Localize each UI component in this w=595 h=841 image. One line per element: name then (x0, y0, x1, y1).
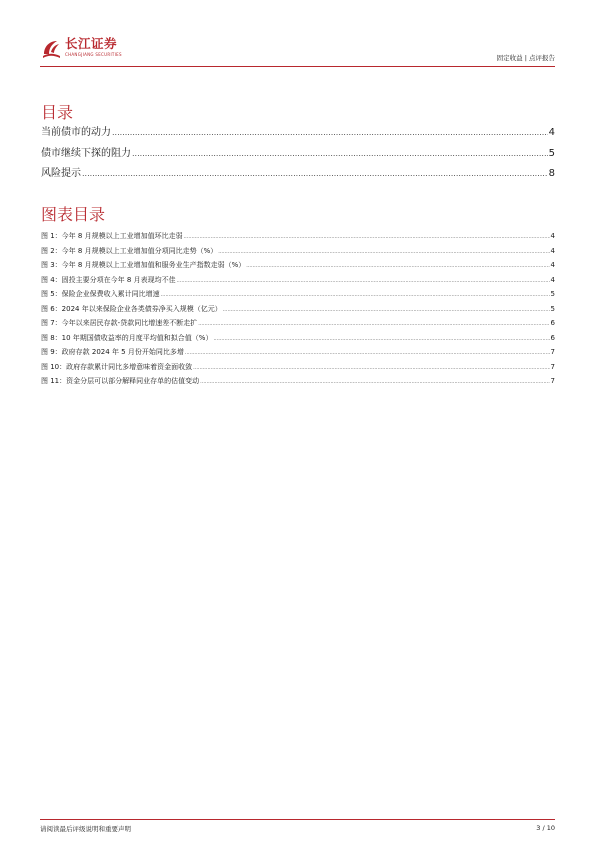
toc-entry-label: 当前债市的动力 (41, 127, 111, 138)
logo-english-name: CHANGJIANG SECURITIES (65, 51, 122, 57)
figure-entry-label: 图 6：2024 年以来保险企业各类债券净买入规模（亿元） (41, 304, 222, 313)
figure-entry-page: 4 (550, 232, 555, 240)
figure-entry-label: 图 8：10 年期国债收益率的月度平均值和拟合值（%） (41, 333, 213, 342)
dot-leader (246, 259, 549, 273)
figure-entry[interactable] (41, 374, 555, 389)
toc-entry[interactable] (41, 164, 555, 185)
figure-list (41, 229, 555, 389)
figure-entry-label: 图 5：保险企业保费收入累计同比增速 (41, 290, 160, 298)
dot-leader (185, 346, 550, 360)
dot-leader (223, 303, 550, 317)
logo-chinese-name: 长江证券 (65, 36, 118, 51)
logo-icon (40, 38, 62, 60)
figure-entry[interactable] (41, 273, 555, 288)
figure-entry[interactable] (41, 302, 555, 317)
figure-entry-label: 图 3：今年 8 月规模以上工业增加值和服务业生产指数走弱（%） (41, 261, 246, 269)
figure-entry-page: 6 (550, 319, 555, 327)
dot-leader (161, 288, 550, 302)
dot-leader (213, 332, 549, 346)
figure-entry[interactable] (41, 229, 555, 244)
figure-entry[interactable] (41, 287, 555, 302)
figure-entry[interactable] (41, 345, 555, 360)
company-logo (40, 38, 122, 64)
dot-leader (132, 144, 548, 165)
figure-entry-label: 图 9：政府存款 2024 年 5 月份开始同比多增 (41, 348, 184, 356)
dot-leader (193, 361, 549, 375)
disclaimer-note: 请阅读最后评级说明和重要声明 (40, 825, 131, 833)
figure-entry-label: 图 4：固投主要分项在今年 8 月表现均不佳 (41, 275, 176, 284)
toc-entry-label: 债市继续下探的阻力 (41, 147, 131, 159)
figure-entry-label: 图 11：资金分层可以部分解释同业存单的估值变动 (41, 377, 200, 385)
figure-entry-page: 7 (550, 377, 555, 385)
page-number: 3 / 10 (536, 824, 555, 832)
page-header (40, 36, 555, 67)
toc-title: 目录 (41, 103, 74, 122)
figure-entry-page: 6 (550, 333, 555, 342)
figure-entry-label: 图 2：今年 8 月规模以上工业增加值分项同比走势（%） (41, 246, 218, 255)
toc-entry-page: 4 (548, 127, 555, 138)
figure-entry[interactable] (41, 360, 555, 375)
figure-list-title: 图表目录 (41, 205, 106, 224)
figure-entry[interactable] (41, 316, 555, 331)
dot-leader (198, 317, 549, 331)
figure-entry-label: 图 1：今年 8 月规模以上工业增加值环比走弱 (41, 232, 183, 240)
figure-entry[interactable] (41, 331, 555, 346)
figure-entry-page: 7 (550, 348, 555, 356)
dot-leader (177, 274, 550, 288)
figure-entry-page: 5 (550, 290, 555, 298)
toc-entry-page: 5 (548, 147, 555, 159)
figure-entry-page: 4 (550, 261, 555, 269)
figure-entry-page: 5 (550, 304, 555, 313)
figure-entry-label: 图 7：今年以来居民存款-贷款同比增速差不断走扩 (41, 319, 198, 327)
page-footer (40, 819, 555, 832)
toc-entry[interactable] (41, 144, 555, 165)
dot-leader (218, 245, 549, 259)
toc-list (41, 123, 555, 185)
figure-entry-page: 4 (550, 246, 555, 255)
dot-leader (184, 230, 550, 244)
dot-leader (112, 123, 548, 144)
figure-entry[interactable] (41, 244, 555, 259)
toc-entry[interactable] (41, 123, 555, 144)
figure-entry-label: 图 10：政府存款累计同比多增意味着资金面收敛 (41, 362, 193, 371)
figure-entry-page: 4 (550, 275, 555, 284)
report-category: 固定收益 | 点评报告 (496, 54, 555, 62)
dot-leader (82, 164, 548, 185)
figure-entry[interactable] (41, 258, 555, 273)
dot-leader (200, 375, 549, 389)
toc-entry-page: 8 (548, 168, 555, 179)
figure-entry-page: 7 (550, 362, 555, 371)
toc-entry-label: 风险提示 (41, 168, 81, 179)
